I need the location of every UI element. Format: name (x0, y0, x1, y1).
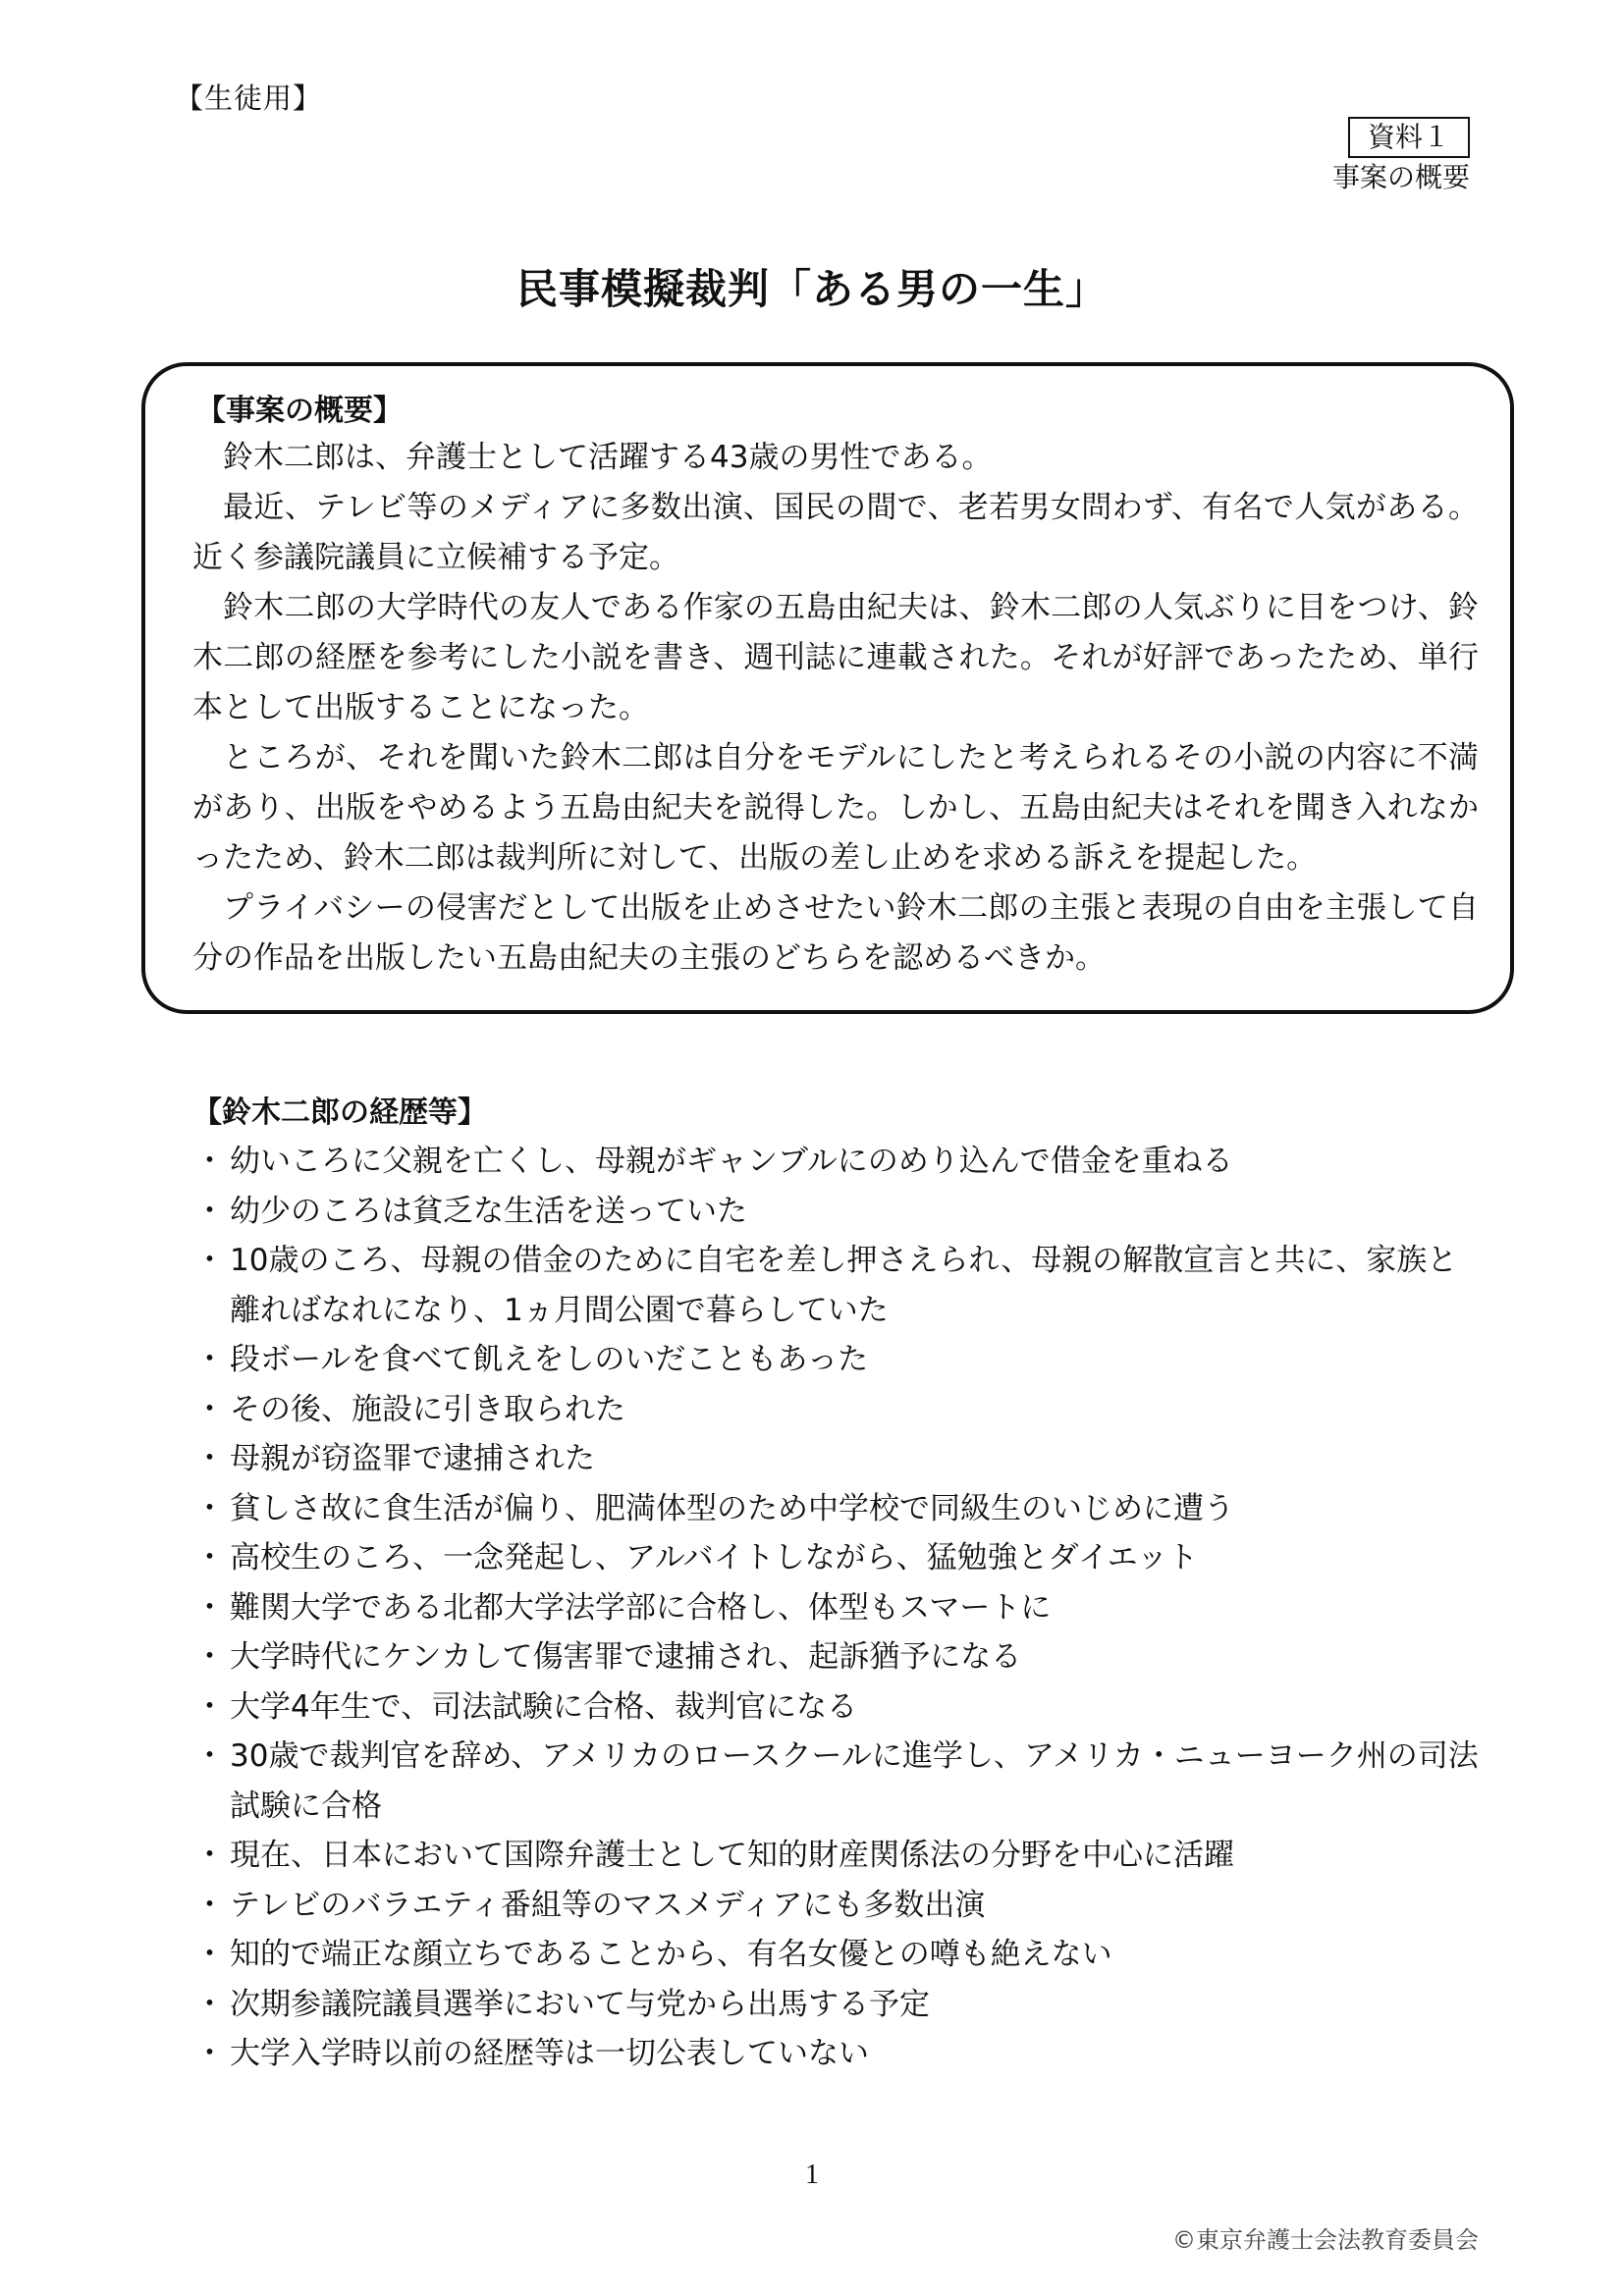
bullet-mark: ・ (194, 1391, 225, 1427)
career-item-text: 知的で端正な顔立ちであることから、有名女優との噂も絶えない (230, 1937, 1112, 1972)
material-block (1332, 117, 1470, 195)
career-item (192, 1335, 1479, 1385)
career-item (192, 1533, 1479, 1583)
bullet-mark: ・ (194, 1144, 225, 1179)
career-item (192, 1187, 1479, 1237)
career-item-text: 大学4年生で、司法試験に合格、裁判官になる (230, 1688, 858, 1725)
career-item (192, 1385, 1479, 1435)
career-item (192, 1137, 1479, 1187)
material-label: 資料１ (1348, 117, 1470, 158)
copyright-notice: ©東京弁護士会法教育委員会 (1172, 2226, 1479, 2254)
career-item (192, 1682, 1479, 1733)
bullet-mark: ・ (194, 1738, 225, 1774)
bullet-mark: ・ (194, 1887, 225, 1923)
career-item (192, 1732, 1479, 1831)
bullet-mark: ・ (194, 1540, 225, 1575)
bullet-mark: ・ (194, 1243, 225, 1278)
bullet-mark: ・ (194, 1441, 225, 1476)
summary-paragraph: 鈴木二郎は、弁護士として活躍する43歳の男性である。 (223, 440, 993, 475)
career-item-text: 難関大学である北都大学法学部に合格し、体型もスマートに (230, 1589, 1052, 1626)
career-item (192, 1583, 1479, 1633)
career-item-text: その後、施設に引き取られた (230, 1391, 625, 1427)
bullet-mark: ・ (194, 1193, 225, 1229)
material-subtitle: 事案の概要 (1331, 161, 1470, 193)
career-item-text: 段ボールを食べて飢えをしのいだこともあった (230, 1342, 869, 1377)
summary-paragraph: ところが、それを聞いた鈴木二郎は自分をモデルにしたと考えられるその小説の内容に不満があり、出版をやめるよう五島由紀夫を説得した。しかし、五島由紀夫はそれを聞き入れなかったため、鈴木二郎は裁判所に対して、出版の差し止めを求める訴えを提起した。 (192, 740, 1479, 876)
career-item-text: 高校生のころ、一念発起し、アルバイトしながら、猛勉強とダイエット (230, 1540, 1199, 1575)
career-item-text: 現在、日本において国際弁護士として知的財産関係法の分野を中心に活躍 (230, 1838, 1234, 1873)
bullet-mark: ・ (194, 1688, 225, 1725)
bullet-mark: ・ (194, 1639, 225, 1675)
career-item-text: 貧しさ故に食生活が偏り、肥満体型のため中学校で同級生のいじめに遭う (230, 1490, 1234, 1526)
career-item (192, 1930, 1479, 1980)
career-item (192, 1632, 1479, 1682)
career-heading: 【鈴木二郎の経歴等】 (192, 1095, 487, 1130)
bullet-mark: ・ (194, 1589, 225, 1626)
career-item-text: 幼少のころは貧乏な生活を送っていた (230, 1193, 747, 1229)
career-item-text: 次期参議院議員選挙において与党から出馬する予定 (230, 1986, 930, 2022)
career-item-text: 30歳で裁判官を辞め、アメリカのロースクールに進学し、アメリカ・ニューヨーク州の司法試験に合格 (230, 1738, 1479, 1824)
bullet-mark: ・ (194, 1986, 225, 2022)
career-item (192, 1434, 1479, 1484)
audience-tag: 【生徒用】 (175, 81, 323, 115)
career-item (192, 1881, 1479, 1931)
summary-paragraph: 最近、テレビ等のメディアに多数出演、国民の間で、老若男女問わず、有名で人気がある。近く参議院議員に立候補する予定。 (192, 490, 1479, 575)
summary-paragraph: プライバシーの侵害だとして出版を止めさせたい鈴木二郎の主張と表現の自由を主張して自分の作品を出版したい五島由紀夫の主張のどちらを認めるべきか。 (192, 890, 1479, 976)
bullet-mark: ・ (194, 1490, 225, 1526)
career-item (192, 1484, 1479, 1534)
bullet-mark: ・ (194, 1937, 225, 1972)
career-item (192, 1831, 1479, 1881)
career-item (192, 2029, 1479, 2079)
career-item (192, 1236, 1479, 1335)
page-number: 1 (805, 2160, 819, 2190)
career-item (192, 1980, 1479, 2030)
career-item-text: 大学時代にケンカして傷害罪で逮捕され、起訴猶予になる (230, 1639, 1022, 1675)
career-item-text: 母親が窃盗罪で逮捕された (230, 1441, 595, 1476)
document-title: 民事模擬裁判「ある男の一生」 (515, 265, 1108, 313)
bullet-mark: ・ (194, 1838, 225, 1873)
summary-paragraph: 鈴木二郎の大学時代の友人である作家の五島由紀夫は、鈴木二郎の人気ぶりに目をつけ、鈴木二郎の経歴を参考にした小説を書き、週刊誌に連載された。それが好評であったため、単行本として出版することになった。 (192, 590, 1479, 725)
bullet-mark: ・ (194, 2036, 225, 2071)
case-summary-heading: 【事案の概要】 (196, 394, 403, 428)
case-summary-body (192, 433, 1479, 984)
career-item-text: テレビのバラエティ番組等のマスメディアにも多数出演 (230, 1887, 986, 1923)
bullet-mark: ・ (194, 1342, 225, 1377)
career-item-text: 10歳のころ、母親の借金のために自宅を差し押さえられ、母親の解散宣言と共に、家族と離ればなれになり、1ヵ月間公園で暮らしていた (230, 1243, 1458, 1328)
career-item-text: 大学入学時以前の経歴等は一切公表していない (230, 2036, 869, 2071)
career-item-text: 幼いころに父親を亡くし、母親がギャンブルにのめり込んで借金を重ねる (230, 1144, 1233, 1179)
case-summary-box (141, 362, 1514, 1014)
career-list (192, 1137, 1479, 2079)
